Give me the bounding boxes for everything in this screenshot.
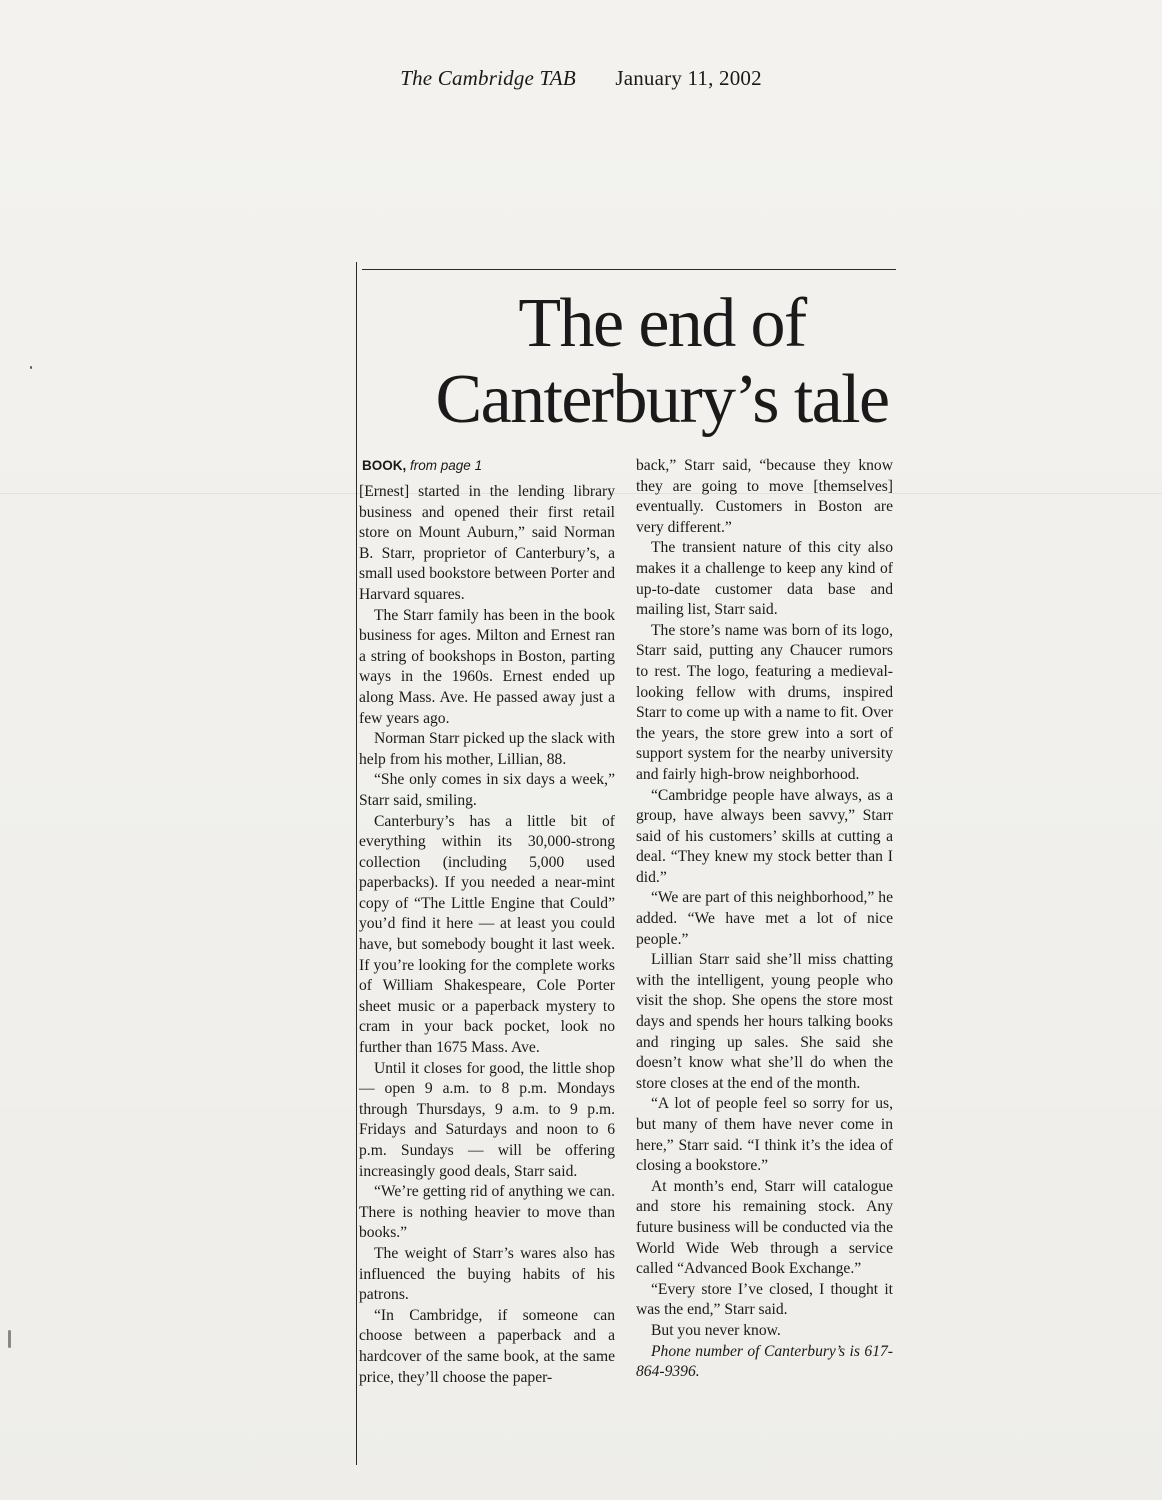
paragraph: The Starr family has been in the book business for ages. Milton and Ernest ran a string of bookshops in Boston, parting ways in the 1960s. Ernest ended up along Mass. Ave. He passed away just a few years ago. (359, 606, 615, 727)
paragraph: “Cambridge people have always, as a group, have always been savvy,” Starr said of his customers’ skills at cutting a deal. “They knew my stock better than I did.” (636, 786, 893, 886)
paragraph: The transient nature of this city also makes it a challenge to keep any kind of up-to-date customer data base and mailing list, Starr said. (636, 539, 893, 619)
paragraph: The store’s name was born of its logo, Starr said, putting any Chaucer rumors to rest. The logo, featuring a medieval-looking fellow with drums, inspired Starr to come up with a name to fit. Over the years, the store grew into a sort of support system for the nearby university and fairly high-brow neighborhood. (636, 621, 893, 783)
article-column-left (359, 456, 615, 1388)
headline-line-1: The end of (518, 285, 806, 362)
paragraph: “We’re getting rid of anything we can. There is nothing heavier to move than books.” (359, 1183, 615, 1242)
publication-date: January 11, 2002 (615, 66, 762, 90)
scan-speck (30, 366, 32, 369)
paragraph: “She only comes in six days a week,” Starr said, smiling. (359, 771, 615, 809)
phone-signoff: Phone number of Canterbury’s is 617-864-9396. (636, 1342, 893, 1381)
paragraph: Canterbury’s has a little bit of everything within its 30,000-strong collection (including 5,000 used paperbacks). If you needed a near-mint copy of “The Little Engine that Could” you’d find it here — at least you could have, but somebody bought it last week. If you’re looking for the complete works of William Shakespeare, Cole Porter sheet music or a paperback mystery to cram in your back pocket, look no further than 1675 Mass. Ave. (359, 812, 615, 1057)
paragraph: But you never know. (651, 1321, 781, 1339)
headline-line-2: Canterbury’s tale (435, 361, 889, 438)
jump-from: from page 1 (410, 458, 483, 473)
masthead (0, 66, 1162, 91)
paragraph: “A lot of people feel so sorry for us, but many of them have never come in here,” Starr said. “I think it’s the idea of closing a bookstore.” (636, 1095, 893, 1175)
paragraph: “Every store I’ve closed, I thought it was the end,” Starr said. (636, 1280, 893, 1319)
column-rule-vertical (356, 262, 357, 1465)
headline-rule (362, 269, 896, 270)
publication-name: The Cambridge TAB (400, 66, 576, 90)
paragraph: back,” Starr said, “because they know they are going to move [themselves] eventually. Customers in Boston are very different.” (636, 457, 893, 536)
paragraph: At month’s end, Starr will catalogue and store his remaining stock. Any future business will be conducted via the World Wide Web through a service called “Advanced Book Exchange.” (636, 1177, 893, 1278)
article-column-right (636, 456, 893, 1383)
article-headline (362, 286, 962, 438)
paragraph: Norman Starr picked up the slack with help from his mother, Lillian, 88. (359, 730, 615, 768)
paragraph: Until it closes for good, the little shop — open 9 a.m. to 8 p.m. Mondays through Thursdays, 9 a.m. to 9 p.m. Fridays and Saturdays and noon to 6 p.m. Sundays — will be offering increasingly good deals, Starr said. (359, 1059, 615, 1180)
paragraph: The weight of Starr’s wares also has influenced the buying habits of his patrons. (359, 1244, 615, 1304)
paragraph: [Ernest] started in the lending library business and opened their first retail store on Mount Auburn,” said Norman B. Starr, proprietor of Canterbury’s, a small used bookstore between Porter and Harvard squares. (359, 483, 615, 603)
jump-keyword: BOOK, (362, 458, 407, 473)
paragraph: “We are part of this neighborhood,” he added. “We have met a lot of nice people.” (636, 889, 893, 948)
paragraph: “In Cambridge, if someone can choose between a paperback and a hardcover of the same book, at the same price, they’ll choose the paper- (359, 1306, 615, 1386)
paragraph: Lillian Starr said she’ll miss chatting with the intelligent, young people who visit the shop. She opens the store most days and spends her hours talking books and ringing up sales. She said she doesn’t know what she’ll do when the store closes at the end of the month. (636, 951, 893, 1092)
jump-line (362, 456, 615, 476)
scan-speck (8, 1330, 11, 1348)
